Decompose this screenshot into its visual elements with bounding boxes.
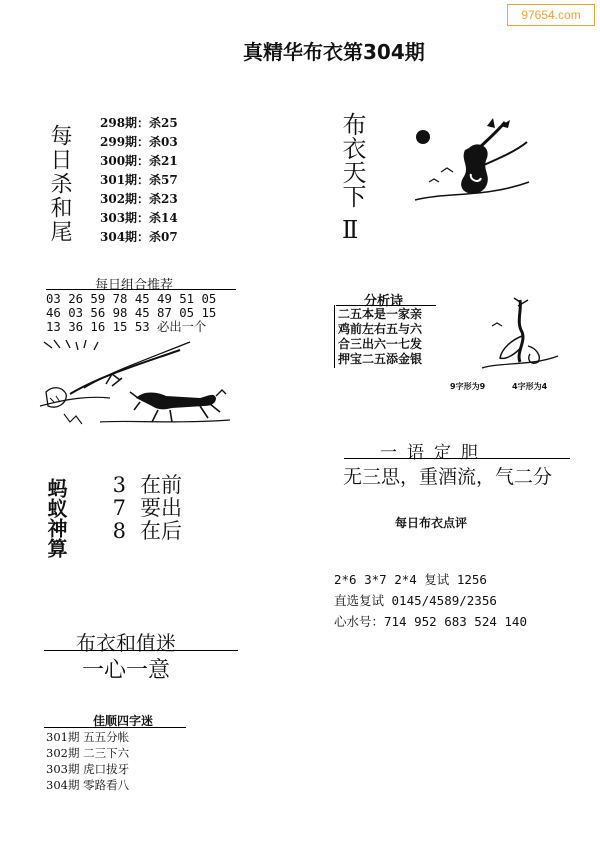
ant-text: 要出 [140,496,182,520]
ant-heading: 蚂蚁神算 [44,478,68,558]
roman-numeral: Ⅱ [342,216,359,244]
comment-title: 每日布衣点评 [395,516,468,530]
code-line: 直选复试 0145/4589/2356 [334,593,497,608]
ant-text: 在后 [140,519,182,543]
list-item [96,520,182,543]
combo-row: 03 26 59 78 45 49 51 05 [46,292,217,306]
riddle-title: 佳顺四字迷 [93,714,154,728]
list-item: 298期：杀25 [100,116,178,130]
list-item: 300期：杀21 [100,154,178,168]
poem-line: 押宝二五添金银 [338,352,423,366]
shape-note: 9字形为9 [450,382,486,391]
code-line: 2*6 3*7 2*4 复试 1256 [334,572,487,587]
divider [336,305,436,306]
list-item [96,474,182,497]
divider [44,727,186,728]
buyi-tianxia-heading: 布衣天下 [338,112,366,208]
ink-dog-illustration [40,336,240,436]
list-item: 303期：杀14 [100,211,178,225]
poem-line: 二五本是一家亲 [338,307,423,321]
kill-list [100,114,178,247]
list-item: 304期：杀07 [100,230,178,244]
ant-text: 在前 [140,473,182,497]
poem-line: 合三出六一七发 [338,337,423,351]
daily-kill-heading: 每日杀和尾 [47,124,72,244]
site-watermark: 97654.com [507,4,595,26]
ant-predictions [96,474,182,543]
divider [344,458,570,459]
riddle-list [46,729,129,793]
divider [44,650,238,651]
combo-numbers [46,292,216,334]
list-item: 302期：杀23 [100,192,178,206]
list-item: 301期 五五分帐 [46,730,130,744]
analysis-title: 分析诗 [364,294,404,309]
ant-number: 3 [112,473,126,497]
ink-plant-illustration [472,296,562,376]
list-item: 301期：杀57 [100,173,178,187]
ant-number: 8 [112,519,126,543]
list-item [96,497,182,520]
combo-row: 13 36 16 15 53 必出一个 [46,320,207,334]
combo-title: 每日组合推荐 [95,278,174,293]
shape-note: 4字形为4 [512,382,548,391]
buyi-subtitle: 一心一意 [82,658,171,683]
comment-codes [334,569,527,632]
yiyu-title: 一语定胆 [380,443,488,463]
ink-bird-illustration [405,112,545,212]
combo-row: 46 03 56 98 45 87 05 15 [46,306,217,320]
code-line: 心水号：714 952 683 524 140 [334,614,527,629]
page-title: 真精华布衣第304期 [243,40,425,64]
list-item: 302期 二三下六 [46,746,130,760]
divider [46,289,236,290]
ant-number: 7 [112,496,126,520]
list-item: 303期 虎口拔牙 [46,762,130,776]
divider [334,305,335,368]
buyi-title: 布衣和值迷 [76,631,176,655]
yiyu-slogan: 无三思，重酒流，气二分 [343,466,553,488]
analysis-poem [338,307,422,367]
list-item: 304期 零路看八 [46,778,130,792]
list-item: 299期：杀03 [100,135,178,149]
poem-line: 鸡前左右五与六 [338,322,423,336]
